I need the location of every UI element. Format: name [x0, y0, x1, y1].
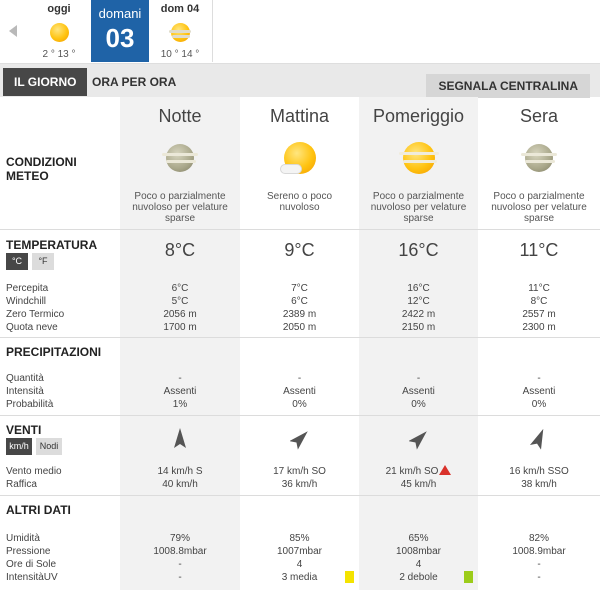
quantity-value: - [416, 373, 421, 384]
day-label: dom 04 [160, 3, 200, 15]
windchill-value: 5°C [171, 296, 189, 307]
row-label: IntensitàUV [6, 572, 58, 583]
wind-average-value: 16 km/h SSO [509, 466, 569, 477]
uv-value: 3 media [281, 572, 318, 583]
humidity-value: 65% [408, 533, 429, 544]
row-label: Quantità [6, 373, 44, 384]
precipitation-label: PRECIPITAZIONI [6, 345, 102, 359]
wind-average-value: 21 km/h SO [359, 465, 478, 478]
wind-unit-toggle [6, 436, 66, 455]
temperature-value: 8°C [164, 240, 196, 260]
condition-text: Poco o parzialmente nuvoloso per velature sparse [491, 191, 587, 224]
wind-gust-value: 36 km/h [281, 479, 318, 490]
windchill-value: 12°C [407, 296, 430, 307]
knots-button[interactable]: Nodi [36, 438, 62, 455]
day-label: oggi [47, 3, 71, 15]
wind-direction-arrow-icon [529, 426, 549, 452]
pressure-value: 1008mbar [395, 546, 442, 557]
probability-value: 0% [411, 399, 426, 410]
sun-hours-value: - [178, 559, 182, 570]
period-label: Pomeriggio [372, 106, 465, 126]
wind-direction-arrow-icon [170, 426, 190, 452]
celsius-button[interactable]: °C [6, 253, 28, 270]
wind-direction-arrow-icon [290, 426, 310, 452]
perceived-value: 16°C [407, 283, 430, 294]
condition-text: Sereno o poco nuvoloso [266, 191, 333, 213]
day-tomorrow[interactable] [91, 0, 149, 62]
row-label: Ore di Sole [6, 559, 57, 570]
period-label: Mattina [269, 106, 330, 126]
perceived-value: 11°C [528, 283, 550, 294]
row-label: Windchill [6, 296, 47, 307]
day-selector [0, 0, 600, 62]
wind-direction-arrow-icon [409, 426, 429, 452]
windchill-value: 6°C [291, 296, 308, 307]
intensity-value: Assenti [163, 386, 197, 397]
day-today[interactable] [30, 0, 88, 62]
forecast-grid [0, 97, 600, 590]
intensity-value: Assenti [283, 386, 316, 397]
quantity-value: - [297, 373, 302, 384]
conditions-label: CONDIZIONI METEO [6, 155, 77, 183]
row-label: Intensità [6, 386, 44, 397]
sun-hours-value: 4 [415, 559, 422, 570]
condition-text: Poco o parzialmente nuvoloso per velature sparse [132, 191, 228, 224]
probability-value: 0% [292, 399, 307, 410]
snow-level-value: 1700 m [163, 322, 197, 333]
precipitation-row [0, 338, 600, 416]
sun-icon [46, 20, 72, 46]
wind-gust-value: 38 km/h [521, 479, 557, 490]
wind-row [0, 416, 600, 496]
haze-icon [158, 139, 202, 179]
snow-level-value: 2300 m [522, 322, 556, 333]
probability-value: 1% [172, 399, 188, 410]
pressure-value: 1007mbar [276, 546, 323, 557]
sun-haze-icon [397, 139, 441, 179]
temperature-unit-toggle [6, 251, 58, 270]
tab-day[interactable]: IL GIORNO [3, 68, 87, 96]
wind-average-value: 14 km/h S [157, 466, 203, 477]
period-night [120, 97, 240, 229]
period-evening [478, 97, 600, 229]
report-station-button[interactable]: SEGNALA CENTRALINA [426, 74, 590, 98]
period-afternoon [359, 97, 478, 229]
uv-value: - [537, 572, 541, 583]
humidity-value: 85% [289, 533, 310, 544]
row-label: Umidità [6, 533, 40, 544]
pressure-value: 1008.8mbar [153, 546, 207, 557]
row-label: Percepita [6, 283, 49, 294]
day-sunday[interactable] [150, 0, 210, 62]
haze-icon [517, 139, 561, 179]
sun-cloud-icon [278, 139, 322, 179]
row-label: Quota neve [6, 322, 58, 333]
temperature-value: 9°C [284, 240, 315, 260]
fahrenheit-button[interactable]: °F [32, 253, 54, 270]
period-label: Notte [158, 106, 202, 126]
humidity-value: 79% [169, 533, 190, 544]
row-label: Probabilità [6, 399, 54, 410]
snow-level-value: 2150 m [401, 322, 436, 333]
tabs-bar [0, 63, 600, 97]
quantity-value: - [178, 373, 182, 384]
intensity-value: Assenti [402, 386, 435, 397]
day-selector-extra [212, 0, 600, 62]
tab-hourly[interactable]: ORA PER ORA [92, 75, 177, 89]
wind-label: VENTI [6, 423, 42, 437]
period-morning [240, 97, 359, 229]
day-temps: 2 ° 13 ° [42, 49, 76, 60]
wind-gust-value: 45 km/h [400, 479, 437, 490]
wind-gust-value: 40 km/h [162, 479, 198, 490]
period-label: Sera [519, 106, 559, 126]
intensity-value: Assenti [522, 386, 556, 397]
warning-icon [439, 465, 451, 475]
day-label: domani [98, 6, 142, 21]
uv-level-indicator [464, 571, 473, 583]
other-data-label: ALTRI DATI [6, 503, 71, 517]
row-label: Pressione [6, 546, 51, 557]
windchill-value: 8°C [530, 296, 548, 307]
humidity-value: 82% [528, 533, 549, 544]
freezing-level-value: 2422 m [401, 309, 436, 320]
temperature-row [0, 230, 600, 338]
sun-hours-value: - [537, 559, 541, 570]
uv-value: 2 debole [399, 572, 438, 583]
temperature-label: TEMPERATURA [6, 238, 98, 252]
temperature-value: 11°C [519, 240, 559, 260]
other-data-row [0, 496, 600, 590]
condition-text: Poco o parzialmente nuvoloso per velature sparse [370, 191, 467, 224]
row-label: Raffica [6, 479, 37, 490]
wind-average-value: 17 km/h SO [273, 466, 326, 477]
uv-level-indicator [345, 571, 354, 583]
day-number: 03 [105, 23, 135, 53]
snow-level-value: 2050 m [282, 322, 317, 333]
day-temps: 10 ° 14 ° [160, 49, 200, 60]
freezing-level-value: 2056 m [163, 309, 197, 320]
freezing-level-value: 2389 m [282, 309, 317, 320]
perceived-value: 6°C [171, 283, 189, 294]
sun-haze-icon [167, 20, 193, 46]
pressure-value: 1008.9mbar [512, 546, 566, 557]
probability-value: 0% [531, 399, 547, 410]
temperature-value: 16°C [398, 240, 439, 260]
kmh-button[interactable]: km/h [6, 438, 32, 455]
row-label: Vento medio [6, 466, 62, 477]
previous-day-arrow-icon[interactable] [9, 25, 17, 37]
sun-hours-value: 4 [296, 559, 303, 570]
freezing-level-value: 2557 m [522, 309, 556, 320]
row-label: Zero Termico [6, 309, 65, 320]
perceived-value: 7°C [291, 283, 308, 294]
uv-value: - [178, 572, 182, 583]
quantity-value: - [537, 373, 541, 384]
conditions-row [0, 97, 600, 230]
